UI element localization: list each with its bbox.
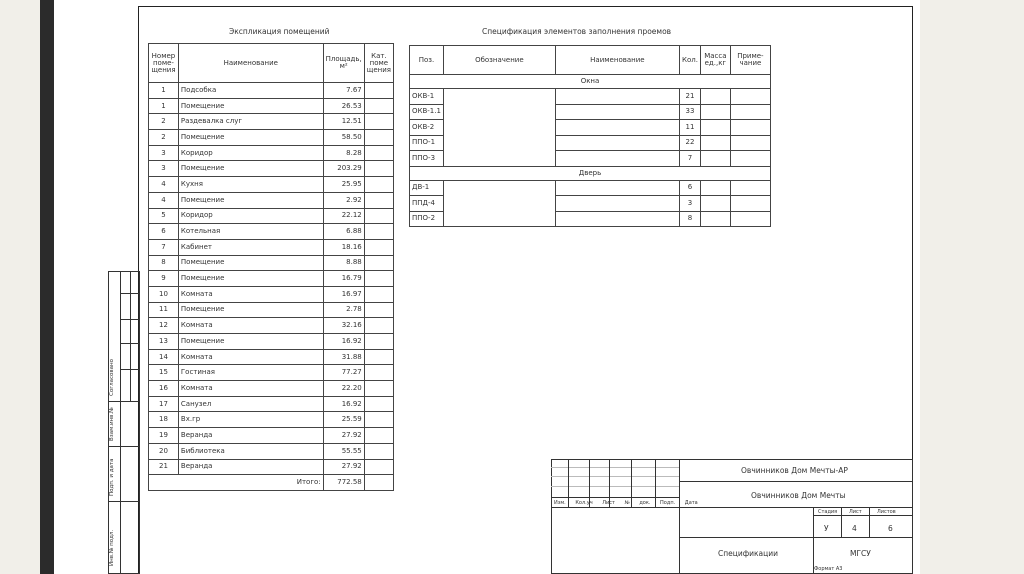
room-category [364,349,393,365]
room-category [364,318,393,334]
col-room-area: Площадь, м² [323,44,364,83]
room-area: 203.29 [323,161,364,177]
room-area: 18.16 [323,239,364,255]
tb-object: Овчинников Дом Мечты [751,491,846,500]
table-row [149,412,394,428]
room-category [364,98,393,114]
total-label: Итого: [149,475,324,491]
item-mass [700,196,730,212]
item-qty: 3 [680,196,701,212]
item-pos: ОКВ-1.1 [410,104,444,120]
item-mass [700,120,730,136]
room-name: Котельная [178,224,323,240]
room-area: 16.92 [323,396,364,412]
room-category [364,271,393,287]
room-number: 2 [149,130,179,146]
room-category [364,255,393,271]
room-area: 27.92 [323,428,364,444]
room-area: 77.27 [323,365,364,381]
tb-sheets-label: Листов [877,509,896,515]
room-area: 2.78 [323,302,364,318]
item-note [730,180,770,196]
tb-col-podp: Подп. [660,500,676,506]
table-row [149,224,394,240]
item-note [730,151,770,167]
table-row [149,334,394,350]
item-name [555,89,679,105]
title-block [551,459,913,574]
room-number: 16 [149,381,179,397]
col-room-name: Наименование [178,44,323,83]
room-name: Помещение [178,98,323,114]
room-category [364,192,393,208]
item-pos: ОКВ-2 [410,120,444,136]
room-area: 12.51 [323,114,364,130]
room-number: 6 [149,224,179,240]
table-row [149,443,394,459]
col-pos: Поз. [410,46,444,75]
item-note [730,104,770,120]
room-number: 1 [149,83,179,99]
room-area: 31.88 [323,349,364,365]
item-qty: 33 [680,104,701,120]
room-category [364,224,393,240]
room-name: Комната [178,286,323,302]
table-row [149,208,394,224]
specification-title: Спецификация элементов заполнения проемов [482,27,672,36]
room-number: 21 [149,459,179,475]
room-name: Помещение [178,302,323,318]
table-row [149,177,394,193]
table-row [149,239,394,255]
room-area: 16.79 [323,271,364,287]
room-category [364,145,393,161]
room-name: Санузел [178,396,323,412]
room-number: 7 [149,239,179,255]
room-area: 6.88 [323,224,364,240]
room-category [364,114,393,130]
room-number: 14 [149,349,179,365]
room-number: 20 [149,443,179,459]
room-name: Помещение [178,130,323,146]
item-mass [700,180,730,196]
room-name: Веранда [178,428,323,444]
item-note [730,135,770,151]
table-row [149,145,394,161]
total-value: 772.58 [323,475,364,491]
item-qty: 11 [680,120,701,136]
table-row [149,381,394,397]
room-area: 22.12 [323,208,364,224]
tb-doc-title: Спецификации [718,549,778,558]
tb-col-koluch: Кол.уч [575,500,593,506]
side-label-replaced-inv: Взам.инв.№ [109,407,115,441]
section-doors: Дверь [410,166,771,180]
item-name [555,151,679,167]
room-area: 55.55 [323,443,364,459]
room-category [364,459,393,475]
room-category [364,83,393,99]
item-note [730,89,770,105]
item-pos: ППД-4 [410,196,444,212]
table-row [149,255,394,271]
table-row [149,114,394,130]
room-number: 19 [149,428,179,444]
item-name [555,196,679,212]
room-category [364,239,393,255]
room-name: Коридор [178,208,323,224]
room-name: Комната [178,349,323,365]
room-number: 15 [149,365,179,381]
room-category [364,334,393,350]
room-name: Кухня [178,177,323,193]
drawing-sheet [54,0,920,574]
explication-title: Экспликация помещений [229,27,330,36]
room-area: 25.59 [323,412,364,428]
item-qty: 8 [680,211,701,227]
room-number: 18 [149,412,179,428]
slide-left-margin [0,0,40,574]
tb-sheet: 4 [852,524,857,533]
room-number: 4 [149,192,179,208]
room-number: 8 [149,255,179,271]
room-category [364,286,393,302]
item-qty: 21 [680,89,701,105]
table-row [149,318,394,334]
col-qty: Кол. [680,46,701,75]
room-number: 3 [149,145,179,161]
item-pos: ППО-3 [410,151,444,167]
table-row [149,192,394,208]
room-name: Помещение [178,334,323,350]
room-area: 16.92 [323,334,364,350]
room-name: Вх.гр [178,412,323,428]
room-name: Помещение [178,192,323,208]
room-area: 8.88 [323,255,364,271]
room-area: 8.28 [323,145,364,161]
item-qty: 22 [680,135,701,151]
room-number: 5 [149,208,179,224]
table-row [149,459,394,475]
room-number: 9 [149,271,179,287]
item-note [730,211,770,227]
room-category [364,208,393,224]
room-area: 22.20 [323,381,364,397]
room-category [364,396,393,412]
room-number: 2 [149,114,179,130]
col-room-category: Кат. поме щения [364,44,393,83]
item-pos: ППО-1 [410,135,444,151]
item-designation [443,89,555,167]
table-row [149,271,394,287]
tb-project: Овчинников Дом Мечты-АР [741,466,848,475]
item-name [555,120,679,136]
table-row [149,365,394,381]
room-name: Коридор [178,145,323,161]
room-area: 16.97 [323,286,364,302]
explication-table [148,43,394,491]
item-mass [700,104,730,120]
table-row [149,130,394,146]
item-mass [700,135,730,151]
room-number: 3 [149,161,179,177]
item-designation [443,180,555,227]
item-pos: ОКВ-1 [410,89,444,105]
room-area: 27.92 [323,459,364,475]
tb-col-list: Лист [602,500,615,506]
side-label-inv-number: Инв.№ подл. [109,529,115,566]
room-name: Подсобка [178,83,323,99]
room-area: 25.95 [323,177,364,193]
item-note [730,196,770,212]
room-category [364,381,393,397]
slide-right-margin [920,0,1024,574]
slide-accent-bar [40,0,54,574]
item-name [555,104,679,120]
item-qty: 7 [680,151,701,167]
table-row [149,286,394,302]
tb-stage-label: Стадия [818,509,838,515]
room-number: 13 [149,334,179,350]
tb-col-data: Дата [684,500,698,506]
item-note [730,120,770,136]
room-number: 1 [149,98,179,114]
col-note: Приме-чание [730,46,770,75]
item-pos: ДВ-1 [410,180,444,196]
col-designation: Обозначение [443,46,555,75]
room-category [364,428,393,444]
room-category [364,161,393,177]
tb-format: Формат А3 [814,566,843,572]
item-mass [700,89,730,105]
tb-sheets: 6 [888,524,893,533]
table-row [410,89,771,105]
item-name [555,211,679,227]
item-name [555,180,679,196]
item-mass [700,211,730,227]
table-row [149,349,394,365]
room-area: 32.16 [323,318,364,334]
side-stamp [108,271,140,574]
room-area: 58.50 [323,130,364,146]
table-row [149,98,394,114]
room-number: 11 [149,302,179,318]
tb-stage: У [824,524,829,533]
room-name: Библиотека [178,443,323,459]
room-area: 7.67 [323,83,364,99]
room-number: 12 [149,318,179,334]
item-mass [700,151,730,167]
item-name [555,135,679,151]
room-number: 4 [149,177,179,193]
table-row [149,302,394,318]
room-category [364,443,393,459]
table-row [410,180,771,196]
room-name: Помещение [178,271,323,287]
table-row [149,396,394,412]
room-area: 2.92 [323,192,364,208]
room-name: Комната [178,381,323,397]
table-row [149,83,394,99]
specification-table [409,45,771,227]
room-name: Раздевалка слуг [178,114,323,130]
table-row [149,428,394,444]
room-number: 10 [149,286,179,302]
side-label-sign-date: Подп. и дата [109,458,115,496]
col-mass: Масса ед.,кг [700,46,730,75]
tb-col-ndoc: № док. [624,500,651,506]
total-cat-cell [364,475,393,491]
col-name: Наименование [555,46,679,75]
room-name: Помещение [178,255,323,271]
tb-col-izm: Изм. [554,500,566,506]
tb-cols [554,500,698,506]
side-label-agreed: Согласовано [109,359,115,396]
tb-org: МГСУ [850,549,871,558]
tb-sheet-label: Лист [849,509,862,515]
item-pos: ППО-2 [410,211,444,227]
room-name: Кабинет [178,239,323,255]
total-row [149,475,394,491]
room-area: 26.53 [323,98,364,114]
room-category [364,412,393,428]
room-number: 17 [149,396,179,412]
room-category [364,130,393,146]
room-name: Гостиная [178,365,323,381]
room-name: Веранда [178,459,323,475]
section-windows: Окна [410,75,771,89]
room-name: Комната [178,318,323,334]
item-qty: 6 [680,180,701,196]
room-name: Помещение [178,161,323,177]
room-category [364,177,393,193]
room-category [364,302,393,318]
table-row [149,161,394,177]
col-room-number: Номер поме-щения [149,44,179,83]
room-category [364,365,393,381]
